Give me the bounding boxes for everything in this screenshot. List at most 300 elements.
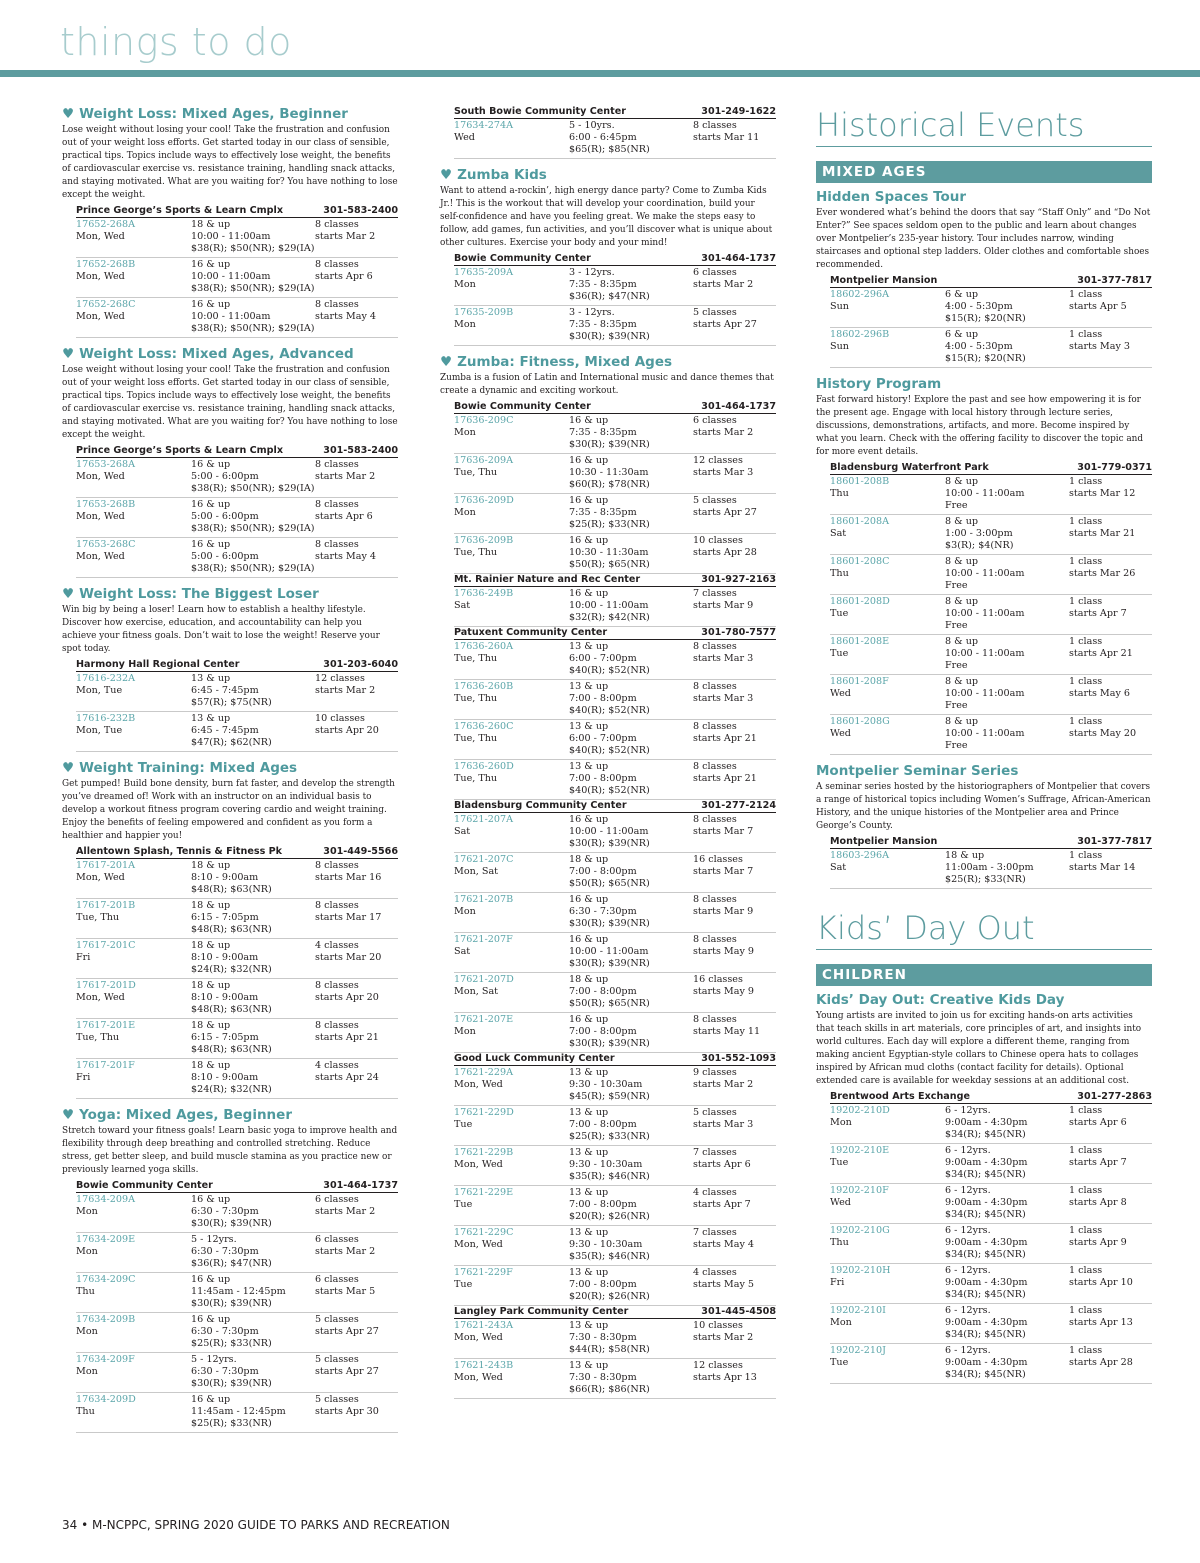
code-cell <box>76 1194 191 1230</box>
course-time: 10:00 - 11:00am <box>191 311 271 322</box>
facility-phone: 301-377-7817 <box>1077 275 1152 286</box>
course-age: 6 & up <box>945 329 979 340</box>
course-code: 17621-229C <box>454 1227 514 1238</box>
schedule-cell <box>693 1067 776 1103</box>
course-days: Tue <box>454 1119 473 1130</box>
class-row <box>76 1233 398 1273</box>
course-age: 8 & up <box>945 516 979 527</box>
facility-header <box>830 275 1152 288</box>
schedule-cell <box>315 1394 398 1430</box>
course-fee: $65(R); $85(NR) <box>569 144 650 155</box>
class-row <box>454 1226 776 1266</box>
course-days: Mon, Wed <box>76 271 125 282</box>
course-time: 10:00 - 11:00am <box>191 231 271 242</box>
facility-header <box>76 1180 398 1193</box>
code-cell <box>76 1060 191 1096</box>
details-cell <box>945 289 1069 325</box>
course-fee: Free <box>945 700 968 711</box>
course-age: 6 - 12yrs. <box>945 1305 991 1316</box>
course-days: Mon, Tue <box>76 685 123 696</box>
details-cell <box>569 761 693 797</box>
details-cell <box>569 681 693 717</box>
course-age: 13 & up <box>191 673 231 684</box>
course-start: starts Mar 2 <box>693 1079 754 1090</box>
class-section <box>440 354 776 1399</box>
schedule-cell <box>1069 1185 1152 1221</box>
course-code: 17621-229B <box>454 1147 514 1158</box>
details-cell <box>191 1394 315 1430</box>
code-cell <box>830 476 945 512</box>
course-days: Wed <box>454 132 475 143</box>
course-fee: $48(R); $63(NR) <box>191 924 272 935</box>
facility-name: Montpelier Mansion <box>830 836 938 847</box>
course-age: 6 - 12yrs. <box>945 1105 991 1116</box>
schedule-cell <box>1069 676 1152 712</box>
schedule-cell <box>315 499 398 535</box>
code-cell <box>454 1147 569 1183</box>
details-cell <box>569 1014 693 1050</box>
page-header <box>0 0 1200 80</box>
details-cell <box>191 219 315 255</box>
page-footer: 34 • M-NCPPC, SPRING 2020 GUIDE TO PARKS AND RECREATION <box>62 1518 450 1532</box>
course-age: 16 & up <box>191 1314 231 1325</box>
facility-name: Brentwood Arts Exchange <box>830 1091 970 1102</box>
course-fee: $38(R); $50(NR); $29(IA) <box>191 243 315 254</box>
class-row <box>454 306 776 346</box>
course-age: 16 & up <box>569 1014 609 1025</box>
details-cell <box>191 1020 315 1056</box>
schedule-cell <box>1069 1265 1152 1301</box>
code-cell <box>454 894 569 930</box>
course-classes: 1 class <box>1069 329 1103 340</box>
class-section <box>816 189 1152 368</box>
details-cell <box>191 1234 315 1270</box>
schedule-cell <box>693 455 776 491</box>
schedule-cell <box>315 980 398 1016</box>
course-age: 8 & up <box>945 556 979 567</box>
details-cell <box>945 476 1069 512</box>
course-time: 6:15 - 7:05pm <box>191 912 259 923</box>
course-days: Tue <box>830 1357 849 1368</box>
course-days: Tue, Thu <box>454 733 498 744</box>
course-fee: $24(R); $32(NR) <box>191 1084 272 1095</box>
class-row <box>76 979 398 1019</box>
course-classes: 8 classes <box>693 761 737 772</box>
course-classes: 8 classes <box>315 1020 359 1031</box>
course-time: 10:00 - 11:00am <box>945 488 1025 499</box>
course-code: 18603-296A <box>830 850 890 861</box>
details-cell <box>191 713 315 749</box>
details-cell <box>569 588 693 624</box>
code-cell <box>830 1145 945 1181</box>
facility-name: Bowie Community Center <box>454 401 591 412</box>
course-code: 17621-229E <box>454 1187 514 1198</box>
section-title-text: Zumba Kids <box>457 167 547 183</box>
course-fee: $30(R); $39(NR) <box>569 838 650 849</box>
details-cell <box>569 1320 693 1356</box>
class-row <box>454 1013 776 1053</box>
details-cell <box>191 940 315 976</box>
course-start: starts Apr 10 <box>1069 1277 1133 1288</box>
code-cell <box>830 850 945 886</box>
section-title <box>816 763 1152 779</box>
section-description: Want to attend a-rockin’, high energy dance party? Come to Zumba Kids Jr.! This is the workout that will develop your coordination, build your self-confidence and have you feeling great. We make the steps easy to follow, add games, fun activities, and you’ll discover what is unique about other cultures. Exercise your body and your mind! <box>440 186 773 248</box>
course-classes: 8 classes <box>315 860 359 871</box>
class-row <box>454 1146 776 1186</box>
course-code: 17636-260D <box>454 761 514 772</box>
code-cell <box>454 641 569 677</box>
facility-name: Allentown Splash, Tennis & Fitness Pk <box>76 846 283 857</box>
group-title: Historical Events <box>816 106 1152 147</box>
course-age: 13 & up <box>569 1187 609 1198</box>
course-time: 6:30 - 7:30pm <box>191 1246 259 1257</box>
course-code: 17621-243A <box>454 1320 514 1331</box>
course-age: 13 & up <box>569 1267 609 1278</box>
facility-phone: 301-377-7817 <box>1077 836 1152 847</box>
course-time: 9:00am - 4:30pm <box>945 1317 1028 1328</box>
course-days: Tue, Thu <box>76 1032 120 1043</box>
course-time: 11:00am - 3:00pm <box>945 862 1034 873</box>
course-age: 18 & up <box>191 1020 231 1031</box>
class-row <box>830 1304 1152 1344</box>
course-classes: 1 class <box>1069 716 1103 727</box>
class-row <box>454 119 776 159</box>
section-description: Lose weight without losing your cool! Take the frustration and confusion out of your weight loss efforts. Get started today in our class of sensible, practical tips. Topics include ways to effectively lose weight, the benefits of cardiovascular exercise vs. resistance training, handling snack attacks, and staying motivated. What are you waiting for? You have nothing to lose except the weight. <box>62 125 398 200</box>
course-age: 6 - 12yrs. <box>945 1145 991 1156</box>
course-start: starts Mar 16 <box>315 872 382 883</box>
course-start: starts Apr 21 <box>1069 648 1133 659</box>
class-row <box>830 849 1152 889</box>
schedule-cell <box>1069 596 1152 632</box>
column-left <box>62 106 398 1441</box>
code-cell <box>454 1360 569 1396</box>
details-cell <box>945 556 1069 592</box>
course-age: 13 & up <box>569 761 609 772</box>
facility-header <box>454 1306 776 1319</box>
course-start: starts Apr 27 <box>315 1366 379 1377</box>
course-time: 5:00 - 6:00pm <box>191 471 259 482</box>
course-age: 8 & up <box>945 596 979 607</box>
course-age: 8 & up <box>945 476 979 487</box>
course-code: 17652-268A <box>76 219 136 230</box>
course-start: starts Apr 28 <box>693 547 757 558</box>
section-title-text: Weight Loss: Mixed Ages, Advanced <box>79 346 354 362</box>
details-cell <box>191 1314 315 1350</box>
course-age: 16 & up <box>569 934 609 945</box>
section-title-text: Montpelier Seminar Series <box>816 763 1019 779</box>
class-row <box>454 640 776 680</box>
details-cell <box>569 721 693 757</box>
group-title: Kids’ Day Out <box>816 909 1152 950</box>
course-code: 17636-209D <box>454 495 514 506</box>
column-middle <box>440 106 776 1407</box>
schedule-cell <box>1069 850 1152 886</box>
course-fee: $20(R); $26(NR) <box>569 1211 650 1222</box>
course-age: 13 & up <box>569 1227 609 1238</box>
course-days: Fri <box>830 1277 845 1288</box>
class-row <box>454 414 776 454</box>
code-cell <box>454 535 569 571</box>
course-age: 8 & up <box>945 676 979 687</box>
section-description: Ever wondered what’s behind the doors that say “Staff Only” and “Do Not Enter?” See spaces seldom open to the public and learn about changes over Montpelier’s 235-year history. Tour includes narrow, winding staircases and optional step ladders. Older clothes and comfortable shoes recommended. <box>816 208 1151 270</box>
course-days: Mon, Wed <box>76 311 125 322</box>
code-cell <box>454 267 569 303</box>
course-time: 6:15 - 7:05pm <box>191 1032 259 1043</box>
course-code: 17636-249B <box>454 588 514 599</box>
course-start: starts Mar 3 <box>693 653 754 664</box>
code-cell <box>830 516 945 552</box>
schedule-cell <box>693 1360 776 1396</box>
course-age: 13 & up <box>569 1147 609 1158</box>
schedule-cell <box>693 1187 776 1223</box>
course-code: 19202-210J <box>830 1345 886 1356</box>
course-start: starts Mar 2 <box>315 1246 376 1257</box>
details-cell <box>569 854 693 890</box>
group-band: CHILDREN <box>816 964 1152 986</box>
class-row <box>454 813 776 853</box>
course-age: 18 & up <box>191 940 231 951</box>
course-time: 6:00 - 6:45pm <box>569 132 637 143</box>
course-code: 17621-207B <box>454 894 514 905</box>
course-code: 18601-208D <box>830 596 890 607</box>
course-days: Sun <box>830 301 849 312</box>
course-code: 18601-208A <box>830 516 890 527</box>
course-code: 17621-207A <box>454 814 514 825</box>
course-code: 17617-201F <box>76 1060 135 1071</box>
course-age: 16 & up <box>569 535 609 546</box>
schedule-cell <box>315 1194 398 1230</box>
schedule-cell <box>1069 329 1152 365</box>
course-classes: 10 classes <box>693 1320 743 1331</box>
course-days: Tue, Thu <box>454 653 498 664</box>
code-cell <box>454 814 569 850</box>
code-cell <box>830 716 945 752</box>
details-cell <box>191 673 315 709</box>
section-description: Lose weight without losing your cool! Take the frustration and confusion out of your weight loss efforts. Get started today in our class of sensible, practical tips. Topics include ways to effectively lose weight, the benefits of cardiovascular exercise vs. resistance training, handling snack attacks, and staying motivated. What are you waiting for? You have nothing to lose except the weight. <box>62 365 398 440</box>
course-classes: 6 classes <box>315 1194 359 1205</box>
course-code: 17617-201D <box>76 980 136 991</box>
course-days: Mon, Wed <box>76 471 125 482</box>
course-classes: 10 classes <box>315 713 365 724</box>
column-right <box>816 106 1152 1392</box>
course-code: 18602-296B <box>830 329 890 340</box>
course-start: starts May 9 <box>693 986 755 997</box>
details-cell <box>945 1265 1069 1301</box>
schedule-cell <box>1069 1305 1152 1341</box>
heart-icon: ♥ <box>440 354 453 370</box>
schedule-cell <box>693 535 776 571</box>
course-code: 17636-209A <box>454 455 514 466</box>
course-start: starts Apr 8 <box>1069 1197 1127 1208</box>
facility-name: Bladensburg Waterfront Park <box>830 462 989 473</box>
details-cell <box>945 850 1069 886</box>
facility-name: Bowie Community Center <box>454 253 591 264</box>
course-days: Mon, Tue <box>76 725 123 736</box>
class-row <box>76 1273 398 1313</box>
course-age: 6 - 12yrs. <box>945 1345 991 1356</box>
code-cell <box>454 1067 569 1103</box>
course-start: starts Apr 9 <box>1069 1237 1127 1248</box>
class-row <box>454 933 776 973</box>
course-days: Mon, Wed <box>76 511 125 522</box>
course-fee: Free <box>945 620 968 631</box>
facility-phone: 301-203-6040 <box>323 659 398 670</box>
details-cell <box>945 1105 1069 1141</box>
class-row <box>76 672 398 712</box>
course-fee: $30(R); $39(NR) <box>569 1038 650 1049</box>
course-days: Sat <box>454 600 471 611</box>
course-start: starts Apr 27 <box>693 507 757 518</box>
course-time: 8:10 - 9:00am <box>191 952 259 963</box>
course-time: 10:00 - 11:00am <box>945 608 1025 619</box>
course-start: starts Apr 6 <box>315 271 373 282</box>
schedule-cell <box>1069 556 1152 592</box>
class-row <box>454 760 776 800</box>
details-cell <box>569 641 693 677</box>
class-row <box>454 973 776 1013</box>
class-row <box>830 1184 1152 1224</box>
class-row <box>76 1059 398 1099</box>
details-cell <box>945 636 1069 672</box>
course-code: 18601-208B <box>830 476 890 487</box>
section-description: Fast forward history! Explore the past and see how empowering it is for the present age. Engage with local history through lecture series, discussions, demonstrations, artifacts, and more. Become inspired by what you learn. Check with the offering facility to discover the topic and for more event details. <box>816 395 1144 457</box>
details-cell <box>569 974 693 1010</box>
course-days: Mon, Wed <box>76 551 125 562</box>
course-time: 7:00 - 8:00pm <box>569 693 637 704</box>
course-age: 13 & up <box>569 1067 609 1078</box>
course-start: starts Apr 27 <box>315 1326 379 1337</box>
heart-icon: ♥ <box>62 1107 75 1123</box>
schedule-cell <box>693 894 776 930</box>
course-code: 17636-260A <box>454 641 514 652</box>
code-cell <box>454 307 569 343</box>
section-title <box>440 167 776 183</box>
section-title-text: Weight Loss: Mixed Ages, Beginner <box>79 106 348 122</box>
details-cell <box>191 1060 315 1096</box>
course-fee: $48(R); $63(NR) <box>191 1044 272 1055</box>
section-title-text: Weight Loss: The Biggest Loser <box>79 586 319 602</box>
facility-name: Prince George’s Sports & Learn Cmplx <box>76 445 284 456</box>
course-code: 17636-209B <box>454 535 514 546</box>
course-fee: $38(R); $50(NR); $29(IA) <box>191 323 315 334</box>
course-classes: 7 classes <box>693 1227 737 1238</box>
details-cell <box>945 716 1069 752</box>
details-cell <box>569 1187 693 1223</box>
course-time: 7:00 - 8:00pm <box>569 866 637 877</box>
class-row <box>454 1266 776 1306</box>
code-cell <box>454 415 569 451</box>
course-code: 19202-210I <box>830 1305 886 1316</box>
code-cell <box>76 1020 191 1056</box>
details-cell <box>191 259 315 295</box>
schedule-cell <box>693 1267 776 1303</box>
details-cell <box>191 1194 315 1230</box>
code-cell <box>76 219 191 255</box>
course-time: 6:45 - 7:45pm <box>191 725 259 736</box>
course-code: 17634-274A <box>454 120 514 131</box>
course-classes: 1 class <box>1069 289 1103 300</box>
course-classes: 5 classes <box>315 1314 359 1325</box>
course-code: 17617-201E <box>76 1020 136 1031</box>
course-classes: 6 classes <box>315 1274 359 1285</box>
schedule-cell <box>315 1274 398 1310</box>
section-title <box>816 376 1152 392</box>
course-classes: 8 classes <box>693 120 737 131</box>
course-start: starts Mar 2 <box>315 471 376 482</box>
course-code: 17621-243B <box>454 1360 514 1371</box>
class-row <box>830 675 1152 715</box>
course-days: Sun <box>830 341 849 352</box>
schedule-cell <box>1069 636 1152 672</box>
course-fee: $40(R); $52(NR) <box>569 705 650 716</box>
course-age: 16 & up <box>191 459 231 470</box>
section-description: Young artists are invited to join us for exciting hands-on arts activities that teach skills in art materials, core principles of art, and insights into world cultures. Each day will explore a different theme, ranging from making ancient Egyptian-style collars to Chinese opera hats to collages inspired by African mud cloths (contact facility for details). Optional extended care is available for weekday sessions at an additional cost. <box>816 1011 1142 1086</box>
kids-group <box>816 909 1152 1384</box>
course-fee: $40(R); $52(NR) <box>569 785 650 796</box>
course-time: 5:00 - 6:00pm <box>191 551 259 562</box>
course-days: Tue <box>454 1279 473 1290</box>
course-fee: $38(R); $50(NR); $29(IA) <box>191 283 315 294</box>
section-title-text: Kids’ Day Out: Creative Kids Day <box>816 992 1065 1008</box>
course-fee: $34(R); $45(NR) <box>945 1329 1026 1340</box>
course-code: 19202-210G <box>830 1225 890 1236</box>
course-days: Mon <box>454 319 476 330</box>
course-fee: $15(R); $20(NR) <box>945 313 1026 324</box>
course-time: 11:45am - 12:45pm <box>191 1286 286 1297</box>
details-cell <box>945 1145 1069 1181</box>
course-age: 5 - 12yrs. <box>191 1354 237 1365</box>
course-time: 10:30 - 11:30am <box>569 547 649 558</box>
course-code: 17617-201B <box>76 900 136 911</box>
details-cell <box>569 455 693 491</box>
course-start: starts Apr 20 <box>315 725 379 736</box>
course-start: starts Mar 21 <box>1069 528 1136 539</box>
course-classes: 8 classes <box>693 894 737 905</box>
course-fee: $48(R); $63(NR) <box>191 884 272 895</box>
code-cell <box>830 1185 945 1221</box>
course-age: 13 & up <box>569 721 609 732</box>
facility-name: Mt. Rainier Nature and Rec Center <box>454 574 641 585</box>
schedule-cell <box>1069 289 1152 325</box>
schedule-cell <box>315 940 398 976</box>
course-classes: 4 classes <box>315 1060 359 1071</box>
course-age: 3 - 12yrs. <box>569 307 615 318</box>
section-title <box>62 1107 398 1123</box>
code-cell <box>454 1267 569 1303</box>
header-rule <box>0 70 1200 77</box>
course-fee: $45(R); $59(NR) <box>569 1091 650 1102</box>
schedule-cell <box>315 713 398 749</box>
course-days: Mon <box>76 1366 98 1377</box>
schedule-cell <box>315 1060 398 1096</box>
code-cell <box>454 1014 569 1050</box>
course-age: 13 & up <box>191 713 231 724</box>
course-time: 10:00 - 11:00am <box>191 271 271 282</box>
course-days: Mon <box>454 906 476 917</box>
class-row <box>454 720 776 760</box>
details-cell <box>569 894 693 930</box>
schedule-cell <box>1069 1145 1152 1181</box>
class-row <box>76 1193 398 1233</box>
schedule-cell <box>693 1107 776 1143</box>
course-code: 17634-209A <box>76 1194 136 1205</box>
page-title: things to do <box>60 20 292 64</box>
class-row <box>76 1393 398 1433</box>
course-age: 16 & up <box>569 588 609 599</box>
course-age: 13 & up <box>569 1320 609 1331</box>
facility-name: Good Luck Community Center <box>454 1053 615 1064</box>
course-code: 18601-208C <box>830 556 890 567</box>
